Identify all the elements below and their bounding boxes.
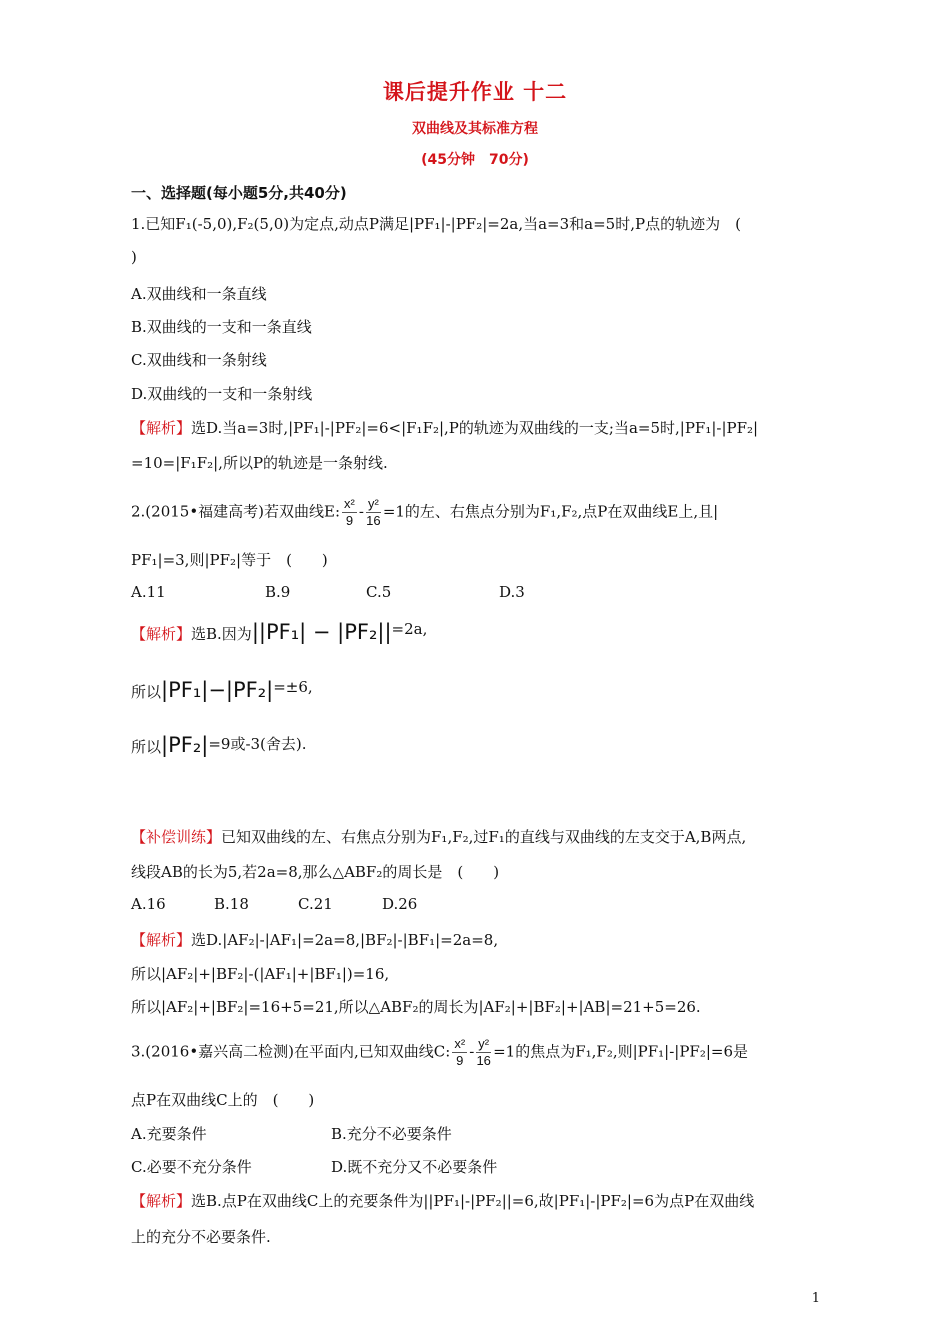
question-2-stem-pre: 2.(2015•福建高考)若双曲线E: [131, 502, 341, 521]
question-2-option-c: C.5 [366, 583, 392, 601]
supplementary-tag: 【补偿训练】 [131, 828, 222, 846]
question-3-option-c: C.必要不充分条件 [131, 1158, 252, 1176]
solution-tag: 【解析】 [131, 1192, 192, 1210]
solution-text: 选D.当a=3时,|PF₁|-|PF₂|=6<|F₁F₂|,P的轨迹为双曲线的一支;当a=5时,|PF₁|-|PF₂| [191, 419, 759, 437]
question-2-option-d: D.3 [499, 583, 525, 601]
question-1-stem-cont: ) [131, 248, 137, 266]
question-2-solution-2 [131, 678, 313, 702]
question-2-solution-1 [131, 620, 427, 644]
supplementary-solution-1 [131, 929, 498, 950]
minus-sign: - [469, 1042, 475, 1061]
math-formula-diff: |PF₁|−|PF₂| [161, 678, 274, 702]
fraction-denominator: 16 [366, 513, 381, 528]
question-1-solution [131, 417, 758, 438]
fraction-numerator: x² [344, 496, 355, 511]
question-3-solution [131, 1190, 754, 1211]
fraction-y2-over-16 [366, 496, 381, 529]
question-2-stem [131, 496, 718, 529]
time-score-info: (45分钟 70分) [421, 152, 529, 168]
page-number: 1 [811, 1291, 820, 1306]
fraction-denominator: 9 [456, 1053, 464, 1068]
question-3-stem-cont: 点P在双曲线C上的 ( ) [131, 1091, 315, 1109]
fraction-x2-over-9 [452, 1036, 467, 1069]
solution-text-after: =9或-3(舍去). [208, 735, 307, 753]
question-3-option-d: D.既不充分又不必要条件 [331, 1158, 498, 1176]
solution-text: 所以 [131, 738, 162, 756]
math-formula-pf2: |PF₂| [161, 733, 209, 757]
fraction-x2-over-9 [342, 496, 357, 529]
supplementary-question [131, 826, 746, 847]
question-3-option-a: A.充要条件 [131, 1125, 207, 1143]
supplementary-stem: 已知双曲线的左、右焦点分别为F₁,F₂,过F₁的直线与双曲线的左支交于A,B两点, [221, 828, 747, 846]
supplementary-option-c: C.21 [298, 895, 333, 913]
solution-tag: 【解析】 [131, 419, 192, 437]
question-3-stem-post: =1的焦点为F₁,F₂,则|PF₁|-|PF₂|=6是 [493, 1042, 749, 1061]
supplementary-solution-3: 所以|AF₂|+|BF₂|=16+5=21,所以△ABF₂的周长为|AF₂|+|BF₂|+|AB|=21+5=26. [131, 998, 701, 1016]
supplementary-option-b: B.18 [214, 895, 249, 913]
question-2-stem-cont: PF₁|=3,则|PF₂|等于 ( ) [131, 551, 328, 569]
question-2-stem-post: =1的左、右焦点分别为F₁,F₂,点P在双曲线E上,且| [382, 502, 719, 521]
section-heading: 一、选择题(每小题5分,共40分) [131, 184, 347, 202]
solution-text-after: =±6, [273, 678, 313, 696]
solution-text: 选B.因为 [191, 625, 252, 643]
question-2-option-b: B.9 [265, 583, 291, 601]
fraction-denominator: 9 [345, 513, 354, 528]
supplementary-option-a: A.16 [131, 895, 166, 913]
solution-tag: 【解析】 [131, 931, 192, 949]
question-1-option-d: D.双曲线的一支和一条射线 [131, 385, 313, 403]
solution-text: 选B.点P在双曲线C上的充要条件为||PF₁|-|PF₂||=6,故|PF₁|-|PF₂|=6为点P在双曲线 [191, 1192, 755, 1210]
question-3-solution-cont: 上的充分不必要条件. [131, 1228, 271, 1246]
question-1-option-a: A.双曲线和一条直线 [131, 285, 267, 303]
question-1-option-b: B.双曲线的一支和一条直线 [131, 318, 312, 336]
supplementary-stem-cont: 线段AB的长为5,若2a=8,那么△ABF₂的周长是 ( ) [131, 863, 500, 881]
fraction-numerator: y² [367, 496, 379, 511]
minus-sign: - [358, 502, 364, 521]
page-title: 课后提升作业 十二 [382, 80, 568, 104]
question-1-stem: 1.已知F₁(-5,0),F₂(5,0)为定点,动点P满足|PF₁|-|PF₂|=2a,当a=3和a=5时,P点的轨迹为 ( [131, 215, 741, 233]
question-3-stem-pre: 3.(2016•嘉兴高二检测)在平面内,已知双曲线C: [131, 1042, 451, 1061]
supplementary-solution-2: 所以|AF₂|+|BF₂|-(|AF₁|+|BF₁|)=16, [131, 965, 390, 983]
solution-tag: 【解析】 [131, 625, 192, 643]
fraction-numerator: x² [454, 1036, 466, 1051]
fraction-y2-over-16 [476, 1036, 491, 1069]
question-1-solution-cont: =10=|F₁F₂|,所以P的轨迹是一条射线. [131, 454, 388, 472]
question-3-stem [131, 1036, 748, 1069]
solution-text: 所以 [131, 683, 162, 701]
fraction-numerator: y² [478, 1036, 490, 1051]
fraction-denominator: 16 [476, 1053, 491, 1068]
solution-text: 选D.|AF₂|-|AF₁|=2a=8,|BF₂|-|BF₁|=2a=8, [191, 931, 499, 949]
question-1-option-c: C.双曲线和一条射线 [131, 351, 267, 369]
math-formula-abs-diff: ||PF₁| − |PF₂|| [251, 620, 392, 644]
question-3-option-b: B.充分不必要条件 [331, 1125, 452, 1143]
question-2-option-a: A.11 [131, 583, 166, 601]
question-2-solution-3 [131, 733, 307, 757]
supplementary-option-d: D.26 [382, 895, 418, 913]
solution-text-after: =2a, [391, 620, 428, 638]
page-subtitle: 双曲线及其标准方程 [412, 121, 538, 137]
